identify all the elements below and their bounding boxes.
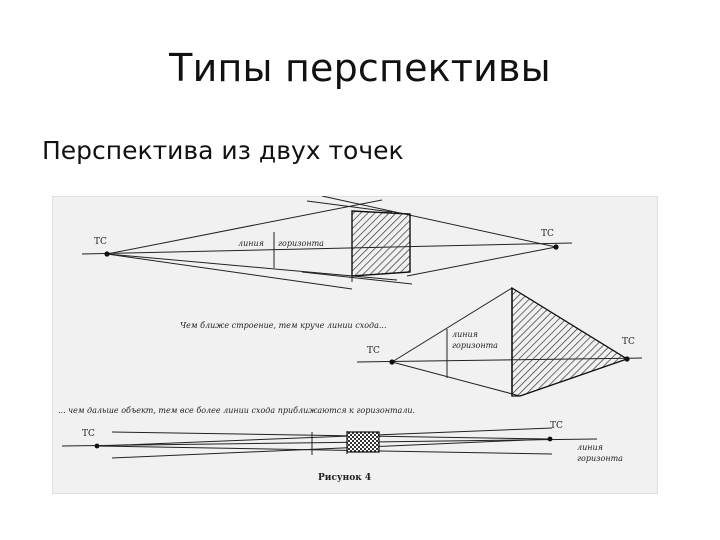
middle-horizon-label-b: горизонта bbox=[452, 341, 498, 350]
bottom-horizon-label-a: линия bbox=[577, 443, 603, 452]
figure-caption: Рисунок 4 bbox=[318, 473, 372, 483]
top-hatched-box bbox=[352, 211, 410, 276]
bottom-checked-box bbox=[347, 432, 379, 452]
top-left-vanishing-point bbox=[104, 251, 109, 256]
middle-left-vanishing-point bbox=[389, 359, 394, 364]
slide-title: Типы перспективы bbox=[169, 46, 551, 90]
top-right-vp-label: ТС bbox=[541, 229, 554, 239]
top-horizon-label-b: горизонта bbox=[278, 239, 324, 248]
bottom-left-vanishing-point bbox=[95, 444, 100, 449]
middle-left-vp-label: ТС bbox=[367, 346, 380, 356]
note-farther: ... чем дальше объект, тем все более линии схода приближаются к горизонтали. bbox=[58, 406, 416, 415]
top-horizon-label-a: линия bbox=[238, 239, 264, 248]
note-closer: Чем ближе строение, тем круче линии схода... bbox=[180, 321, 387, 330]
bottom-right-vp-label: ТС bbox=[550, 421, 563, 431]
bottom-left-vp-label: ТС bbox=[82, 429, 95, 439]
perspective-figure bbox=[52, 196, 658, 494]
middle-right-vp-label: ТС bbox=[622, 337, 635, 347]
bottom-right-vanishing-point bbox=[548, 437, 553, 442]
middle-right-vanishing-point bbox=[624, 356, 629, 361]
top-right-vanishing-point bbox=[553, 244, 558, 249]
bottom-horizon-label-b: горизонта bbox=[577, 454, 623, 463]
perspective-diagram bbox=[52, 196, 658, 494]
top-left-vp-label: ТС bbox=[94, 237, 107, 247]
middle-horizon-label-a: линия bbox=[452, 330, 478, 339]
slide-subtitle: Перспектива из двух точек bbox=[42, 136, 404, 165]
